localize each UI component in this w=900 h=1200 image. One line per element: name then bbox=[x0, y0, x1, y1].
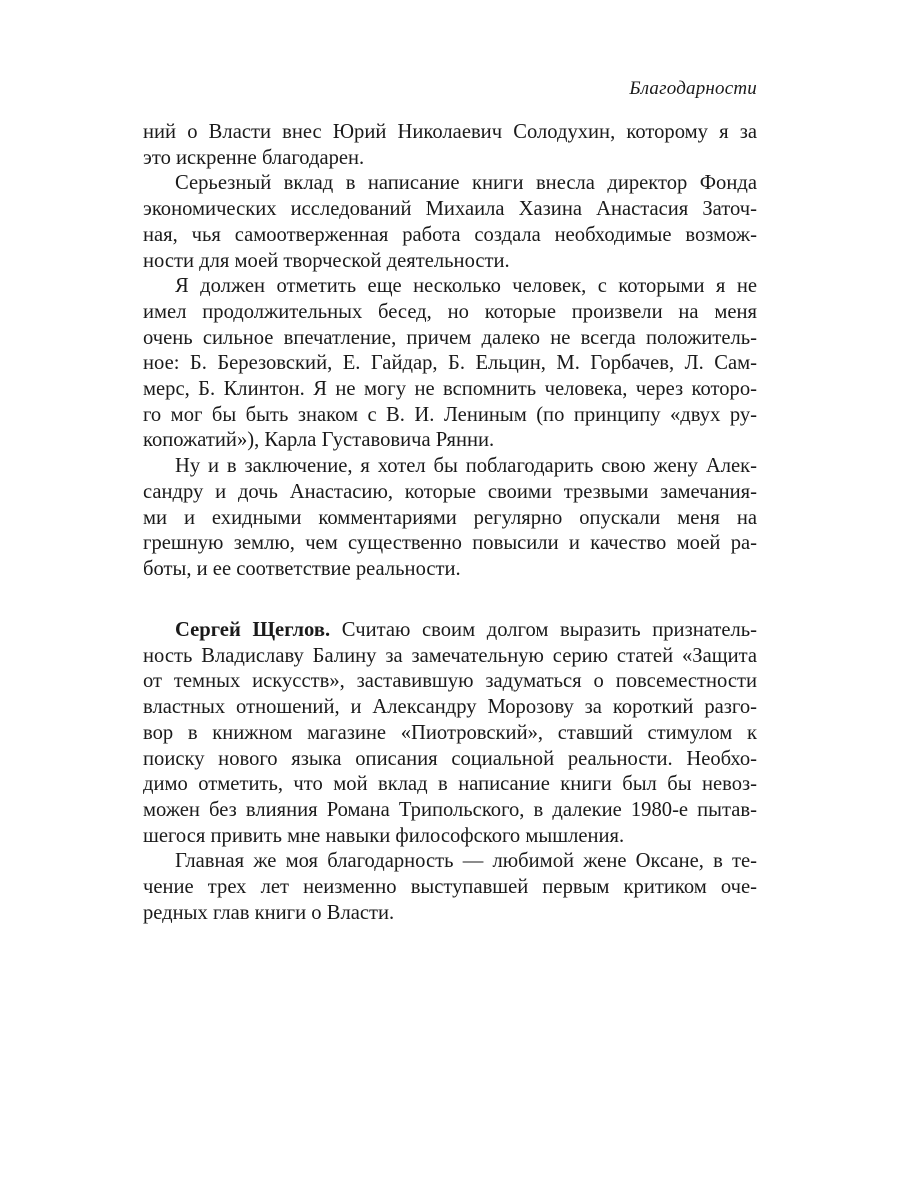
author-name: Сергей Щеглов. bbox=[175, 619, 331, 641]
text-line: чение трех лет неизменно выступавшей первым критиком оче- bbox=[143, 876, 757, 899]
text-line: сандру и дочь Анастасию, которые своими трезвыми замечания- bbox=[143, 480, 757, 503]
text-line: можен без влияния Романа Трипольского, в далекие 1980-е пытав- bbox=[143, 798, 757, 821]
text-line: ное: Б. Березовский, Е. Гайдар, Б. Ельцин, М. Горбачев, Л. Сам- bbox=[143, 352, 757, 375]
text-line: ности для моей творческой деятельности. bbox=[143, 249, 510, 272]
acknowledgements-section-2 bbox=[143, 618, 757, 926]
text-line: вор в книжном магазине «Пиотровский», ставший стимулом к bbox=[143, 721, 757, 744]
text-line: го мог бы быть знаком с В. И. Лениным (по принципу «двух ру- bbox=[143, 403, 757, 426]
text-line: властных отношений, и Александру Морозову за короткий разго- bbox=[143, 696, 757, 719]
text-line: ная, чья самоотверженная работа создала необходимые возмож- bbox=[143, 223, 757, 246]
text-line: это искренне благодарен. bbox=[143, 146, 365, 169]
text-line: поиску нового языка описания социальной реальности. Необхо- bbox=[143, 747, 757, 770]
text-line: копожатий»), Карла Густавовича Рянни. bbox=[143, 429, 495, 452]
text-line: Я должен отметить еще несколько человек, с которыми я не bbox=[175, 275, 757, 298]
acknowledgements-section-1 bbox=[143, 120, 757, 583]
text-line: мерс, Б. Клинтон. Я не могу не вспомнить человека, через которо- bbox=[143, 378, 757, 401]
text-line: имел продолжительных бесед, но которые произвели на меня bbox=[143, 300, 757, 323]
text-line: ми и ехидными комментариями регулярно опускали меня на bbox=[143, 506, 757, 529]
text-line: шегося привить мне навыки философского мышления. bbox=[143, 824, 625, 847]
text-line: очень сильное впечатление, причем далеко не всегда положитель- bbox=[143, 326, 757, 349]
running-head: Благодарности bbox=[629, 78, 757, 99]
text-line: димо отметить, что мой вклад в написание книги был бы невоз- bbox=[143, 773, 757, 796]
text-line: экономических исследований Михаила Хазина Анастасия Заточ- bbox=[143, 198, 757, 221]
text-line: от темных искусств», заставившую задуматься о повсеместности bbox=[143, 670, 757, 693]
text-line: Ну и в заключение, я хотел бы поблагодарить свою жену Алек- bbox=[175, 455, 757, 478]
text-line: ность Владиславу Балину за замечательную серию статей «Защита bbox=[143, 644, 757, 667]
text-line: грешную землю, чем существенно повысили и качество моей ра- bbox=[143, 532, 757, 555]
text-line: боты, и ее соответствие реальности. bbox=[143, 557, 461, 580]
text-line: ний о Власти внес Юрий Николаевич Солодухин, которому я за bbox=[143, 121, 757, 143]
text-line: Главная же моя благодарность — любимой жене Оксане, в те- bbox=[175, 850, 757, 873]
text-line: редных глав книги о Власти. bbox=[143, 901, 395, 924]
text-line: Серьезный вклад в написание книги внесла директор Фонда bbox=[175, 172, 757, 195]
text-line bbox=[143, 618, 757, 644]
text-line-rest: Считаю своим долгом выразить признатель- bbox=[330, 619, 757, 641]
